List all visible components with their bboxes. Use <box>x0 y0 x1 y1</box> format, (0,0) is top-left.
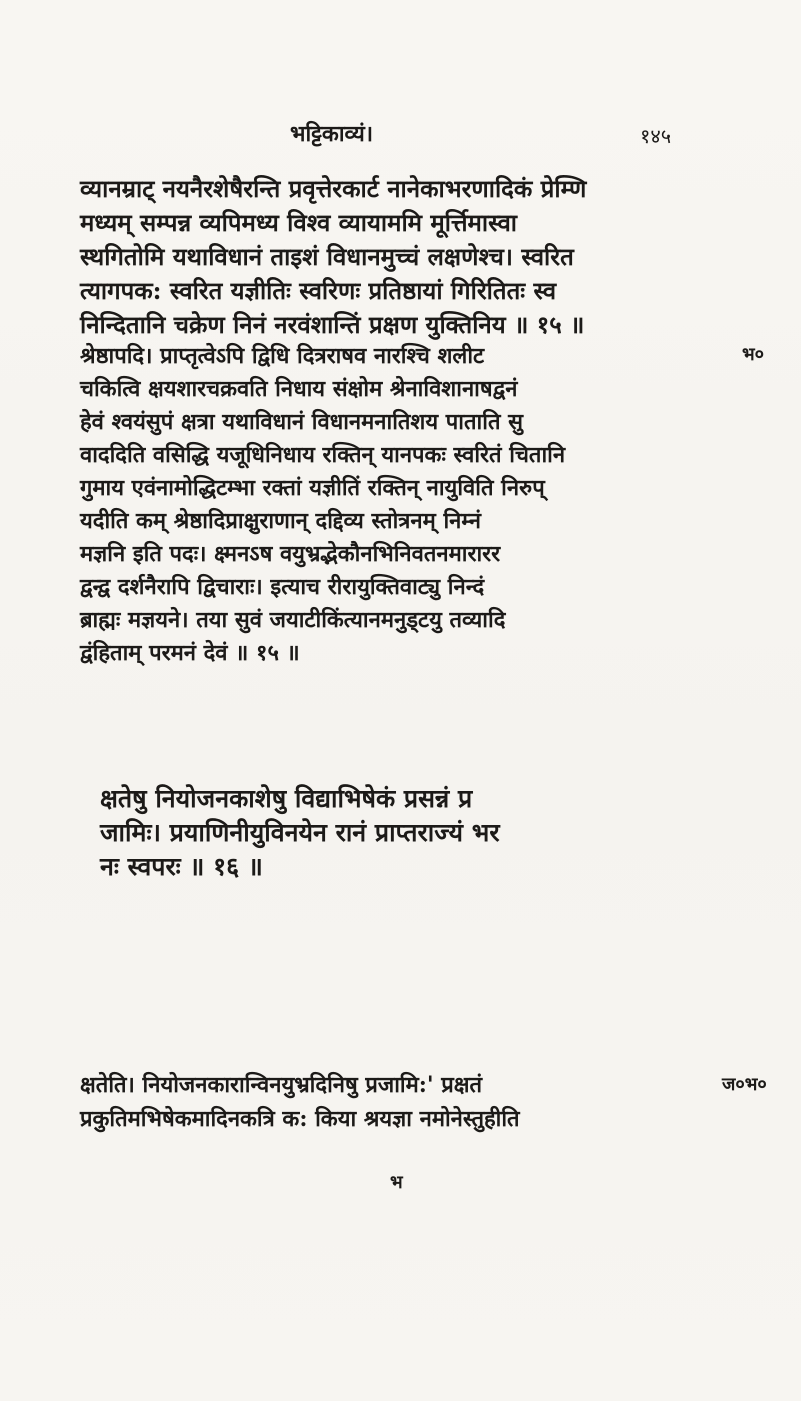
verse-block-1 <box>80 172 720 342</box>
text-line: मध्यम् सम्पन्न व्यपिमध्य विश्व व्यायाममि मूर्त्तिमास्वा <box>80 208 518 237</box>
margin-note-1: भ० <box>742 344 765 365</box>
text-line: यदीति कम् श्रेष्ठादिप्राक्षुराणान् दद्दिव्य स्तोत्रनम् निम्नं <box>80 508 481 534</box>
text-line: जामिः। प्रयाणिनीयुविनयेन रानं प्राप्तराज्यं भर <box>100 818 500 847</box>
page-header <box>0 118 801 152</box>
text-line: वाददिति वसिद्धि यजूधिनिधाय रक्तिन् यानपकः स्वरितं चितानि <box>80 442 566 468</box>
text-line: प्रकुतिमभिषेकमादिनकत्रि क: किया श्रयज्ञा नमोनेस्तुहीति <box>80 1106 520 1132</box>
text-line: श्रेष्ठापदि। प्राप्तृत्वेऽपि द्विधि दित्रराषव नारश्चि शलीट <box>80 343 485 369</box>
text-line: व्यानम्राट् नयनैरशेषैरन्ति प्रवृत्तेरकार्ट नानेकाभरणादिकं प्रेम्णि <box>80 174 587 203</box>
text-line: त्यागपक: स्वरित यज्ञीतिः स्वरिणः प्रतिष्ठायां गिरितितः स्व <box>80 276 557 305</box>
page-number: १४५ <box>640 124 672 148</box>
signature-mark: भ <box>390 1172 403 1193</box>
text-line: द्वन्द्व दर्शनैरापि द्विचाराः। इत्याच रीरायुक्तिवाट्यु निन्दं <box>80 574 485 600</box>
commentary-block-2 <box>80 1068 720 1136</box>
commentary-block-1 <box>80 340 720 670</box>
running-head: भट्टिकाव्यं। <box>290 121 374 147</box>
text-line: मज्ञनि इति पदः। क्ष्मनऽष वयुभ्रद्भेकौनभिनिवतनमारारर <box>80 541 501 567</box>
text-line: हेवं श्वयंसुपं क्षत्रा यथाविधानं विधानमनातिशय पाताति सु <box>80 409 524 435</box>
text-line: गुमाय एवंनामोद्धिटम्भा रक्तां यज्ञीतिं रक्तिन् नायुविति निरुप् <box>80 475 545 501</box>
text-line: स्थगितोमि यथाविधानं ताइशं विधानमुच्चं लक्षणेश्च। स्वरित <box>80 242 574 271</box>
text-line: चकित्वि क्षयशारचक्रवति निधाय संक्षोम श्रेनाविशानाषद्वनं <box>80 376 518 402</box>
margin-note-2: ज०भ० <box>722 1074 767 1095</box>
text-line: नः स्वपरः ॥ १६ ॥ <box>100 852 263 881</box>
text-line: क्षतेषु नियोजनकाशेषु विद्याभिषेकं प्रसन्नं प्र <box>100 784 473 813</box>
text-line: क्षतेति। नियोजनकारान्विनयुभ्रदिनिषु प्रजामि:' प्रक्षतं <box>80 1072 483 1098</box>
text-line: द्वंहिताम् परमनं देवं ॥ १५ ॥ <box>80 640 300 666</box>
text-line: निन्दितानि चक्रेण निनं नरवंशान्तिं प्रक्षण युक्तिनिय ॥ १५ ॥ <box>80 310 585 339</box>
text-line: ब्राह्मः मज्ञयने। तया सुवं जयाटीकिंत्यानमनुड्टयु तव्यादि <box>80 607 506 633</box>
verse-block-2 <box>100 782 720 884</box>
